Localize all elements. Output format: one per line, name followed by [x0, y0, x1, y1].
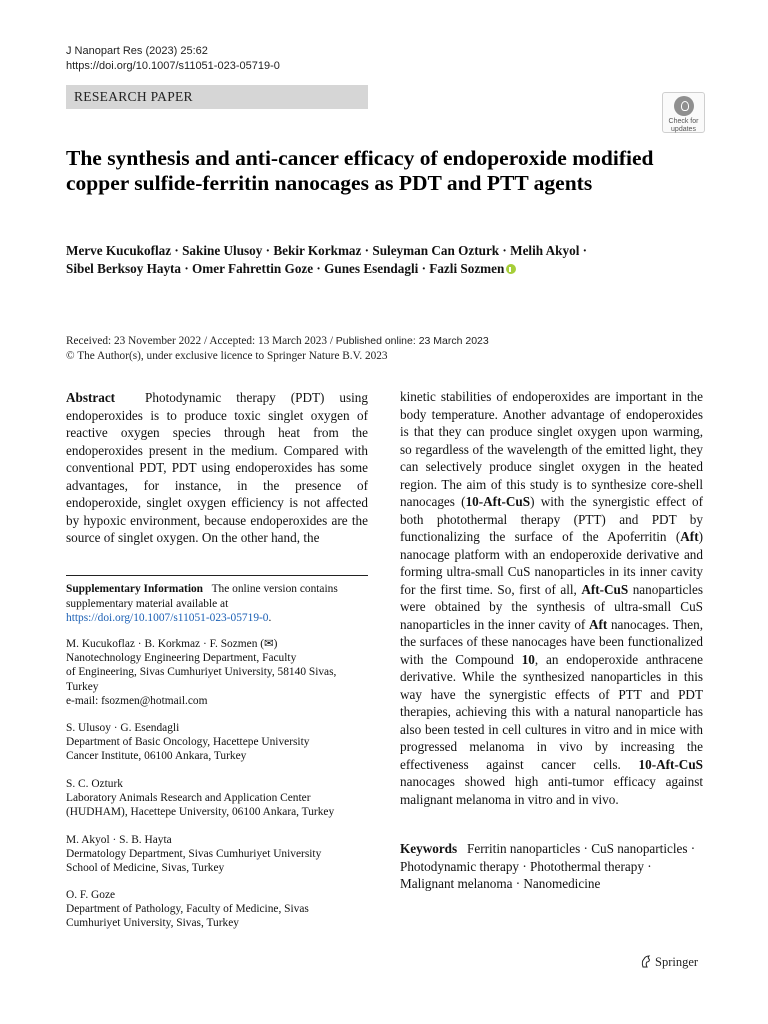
publisher-name: Springer	[655, 955, 699, 969]
affiliation-block	[66, 637, 368, 708]
compound-label: Aft	[588, 616, 608, 632]
check-for-updates-label: Check for updates	[668, 118, 699, 133]
abstract-paragraph-right	[400, 388, 703, 808]
abstract-right-column	[400, 388, 703, 808]
abstract-text: nanoparticles were obtained by the synthesis of ultra-small CuS nanoparticles in the inner cavity of	[400, 581, 703, 632]
affiliation-line: Turkey	[66, 680, 99, 693]
published-online-date: Published online: 23 March 2023	[335, 335, 489, 347]
affiliation-names: M. Kucukoflaz · B. Korkmaz · F. Sozmen (✉)	[66, 638, 278, 650]
corresponding-email[interactable]: e-mail: fsozmen@hotmail.com	[66, 694, 208, 707]
author-line-2-text: Sibel Berksoy Hayta · Omer Fahrettin Goze · Gunes Esendagli · Fazli Sozmen	[66, 261, 505, 276]
affiliation-line: Dermatology Department, Sivas Cumhuriyet University	[66, 848, 322, 861]
affiliation-block	[66, 721, 368, 764]
abstract-text: nanocages showed high anti-tumor efficacy against malignant melanoma in vitro and in vivo.	[400, 774, 703, 807]
author-line-2	[66, 260, 706, 278]
journal-citation: J Nanopart Res (2023) 25:62	[66, 45, 208, 57]
article-type-label: RESEARCH PAPER	[74, 89, 193, 104]
publisher-logo	[640, 955, 698, 970]
crossmark-icon	[674, 96, 694, 116]
affiliation-line: School of Medicine, Sivas, Turkey	[66, 862, 225, 875]
abstract-text-left: Photodynamic therapy (PDT) using endoperoxides is to produce toxic singlet oxygen of reactive oxygen species through heat from the endoperoxides present in the medium. Compared with conventional PDT, PDT using endoperoxides has some advantages, for instance, in the presence of endoperoxide, singlet oxygen efficiency is not affected by hypoxic environment, because endoperoxides are the source of singlet oxygen. On the other hand, the	[66, 390, 368, 545]
keywords-list: Ferritin nanoparticles · CuS nanoparticles · Photodynamic therapy · Photothermal therapy · Malignant melanoma · Nanomedicine	[400, 841, 696, 891]
author-list	[66, 242, 706, 278]
footnote-divider	[66, 575, 368, 576]
publication-dates	[66, 334, 489, 364]
keywords-section	[400, 840, 703, 893]
supplementary-information	[66, 582, 368, 626]
affiliation-line: Department of Pathology, Faculty of Medicine, Sivas	[66, 903, 309, 916]
abstract-left-column	[66, 389, 368, 547]
supplementary-heading: Supplementary Information	[66, 583, 204, 595]
compound-label: Aft-CuS	[581, 581, 629, 597]
supplementary-end: .	[268, 612, 272, 624]
affiliation-block	[66, 888, 368, 931]
author-line-1: Merve Kucukoflaz · Sakine Ulusoy · Bekir Korkmaz · Suleyman Can Ozturk · Melih Akyol ·	[66, 243, 588, 258]
abstract-text: kinetic stabilities of endoperoxides are important in the body temperature. Another advantage of endoperoxides is that they can produce singlet oxygen upon warming, so regardless of the wavelength of the emitted light, they can selectively produce singlet oxygen in the heated region. The aim of this study is to synthesize core-shell nanocages (	[400, 389, 703, 509]
compound-label: 10-Aft-CuS	[465, 494, 531, 509]
check-for-updates-badge[interactable]	[662, 92, 705, 133]
orcid-icon[interactable]	[506, 264, 516, 274]
supplementary-text: The online version contains supplementary material available at	[66, 583, 338, 610]
journal-header	[66, 44, 280, 74]
affiliation-line: of Engineering, Sivas Cumhuriyet University, 58140 Sivas,	[66, 666, 337, 679]
abstract-paragraph-left	[66, 389, 368, 547]
article-type-banner	[66, 85, 368, 109]
abstract-text: ) nanocage platform with an endoperoxide derivative and forming ultra-small CuS nanoparticles in its inner cavity for the first time. So, first of all,	[400, 529, 703, 597]
affiliation-names: O. F. Goze	[66, 889, 116, 901]
paper-title: The synthesis and anti-cancer efficacy of endoperoxide modified copper sulfide-ferritin nanocages as PDT and PTT agents	[66, 146, 654, 195]
supplementary-link[interactable]: https://doi.org/10.1007/s11051-023-05719-0	[66, 612, 269, 624]
affiliation-line: Nanotechnology Engineering Department, Faculty	[66, 652, 297, 665]
affiliation-names: S. Ulusoy · G. Esendagli	[66, 722, 180, 734]
affiliation-line: Cancer Institute, 06100 Ankara, Turkey	[66, 750, 247, 763]
abstract-heading: Abstract	[66, 390, 116, 405]
affiliation-line: Cumhuriyet University, Sivas, Turkey	[66, 917, 239, 930]
affiliation-block	[66, 777, 368, 820]
compound-label: 10	[521, 651, 535, 667]
keywords-heading: Keywords	[400, 841, 458, 856]
compound-label: Aft	[680, 529, 699, 544]
springer-horse-icon	[640, 955, 651, 968]
abstract-text: , an endoperoxide anthracene derivative. While the synthesized nanoparticles in this way have the synergistic effects of PTT and PDT therapies, achieving this with a natural nanoparticle has also been tested in cell cultures in vitro and in mice with progressed melanoma in vivo by increasing the effectiveness against cancer cells.	[400, 651, 703, 772]
affiliation-names: M. Akyol · S. B. Hayta	[66, 834, 172, 846]
affiliation-names: S. C. Ozturk	[66, 778, 123, 790]
affiliation-block	[66, 833, 368, 876]
abstract-text: nanocages. Then, the surfaces of these nanocages have been functionalized with the Compound	[400, 616, 704, 667]
copyright-line: © The Author(s), under exclusive licence to Springer Nature B.V. 2023	[66, 350, 388, 362]
abstract-text: ) with the synergistic effect of both photothermal therapy (PTT) and PDT by functionalizing the surface of the Apoferritin (	[400, 494, 703, 544]
doi-link[interactable]: https://doi.org/10.1007/s11051-023-05719-0	[66, 60, 280, 72]
received-accepted-dates: Received: 23 November 2022 / Accepted: 13 March 2023 /	[66, 335, 336, 347]
affiliation-line: Laboratory Animals Research and Application Center	[66, 792, 311, 805]
compound-label: 10-Aft-CuS	[638, 756, 703, 772]
affiliation-line: (HUDHAM), Hacettepe University, 06100 Ankara, Turkey	[66, 806, 335, 819]
affiliation-line: Department of Basic Oncology, Hacettepe University	[66, 736, 310, 749]
